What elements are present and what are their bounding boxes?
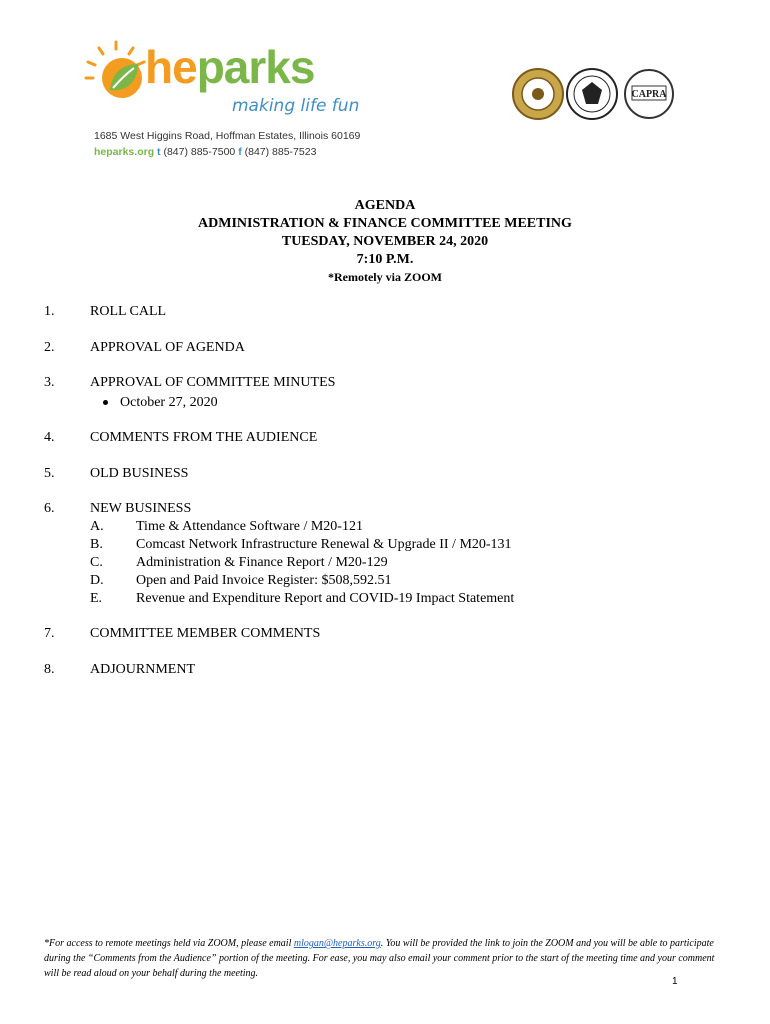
email-link[interactable]: mlogan@heparks.org: [293, 938, 381, 949]
address: 1685 West Higgins Road, Hoffman Estates, Illinois 60169: [94, 130, 361, 142]
meeting-time: 7:10 P.M.: [356, 252, 414, 267]
phone: (847) 885-7500: [163, 146, 236, 158]
zoom-access-footnote: *For access to remote meetings held via ZOOM, please email mlogan@heparks.org. You will be provided the link to join the ZOOM and you will be able to participate during the “Comments from the Audience” portion of the meeting. For ease, you may also email your comment prior to the start of the meeting time and your comment will be read aloud on your behalf during the meeting.: [44, 938, 715, 979]
brand-wordmark: heparks: [145, 41, 315, 93]
tagline: making life fun: [232, 96, 360, 116]
accreditation-seals-icon: [512, 64, 674, 124]
meeting-date: TUESDAY, NOVEMBER 24, 2020: [281, 234, 489, 249]
meeting-location: *Remotely via ZOOM: [328, 270, 442, 284]
capra-seal-label: CAPRA: [631, 89, 667, 100]
minutes-bullet: October 27, 2020: [103, 395, 218, 411]
agenda-title: AGENDA: [354, 198, 416, 213]
website-link[interactable]: heparks.org: [94, 146, 155, 158]
contact-line: heparks.org t (847) 885-7500 f (847) 885-7523: [94, 146, 317, 158]
fax: (847) 885-7523: [244, 146, 317, 158]
bullet-icon: [103, 400, 108, 405]
page-number: 1: [672, 976, 678, 987]
meeting-name: ADMINISTRATION & FINANCE COMMITTEE MEETING: [198, 216, 572, 231]
